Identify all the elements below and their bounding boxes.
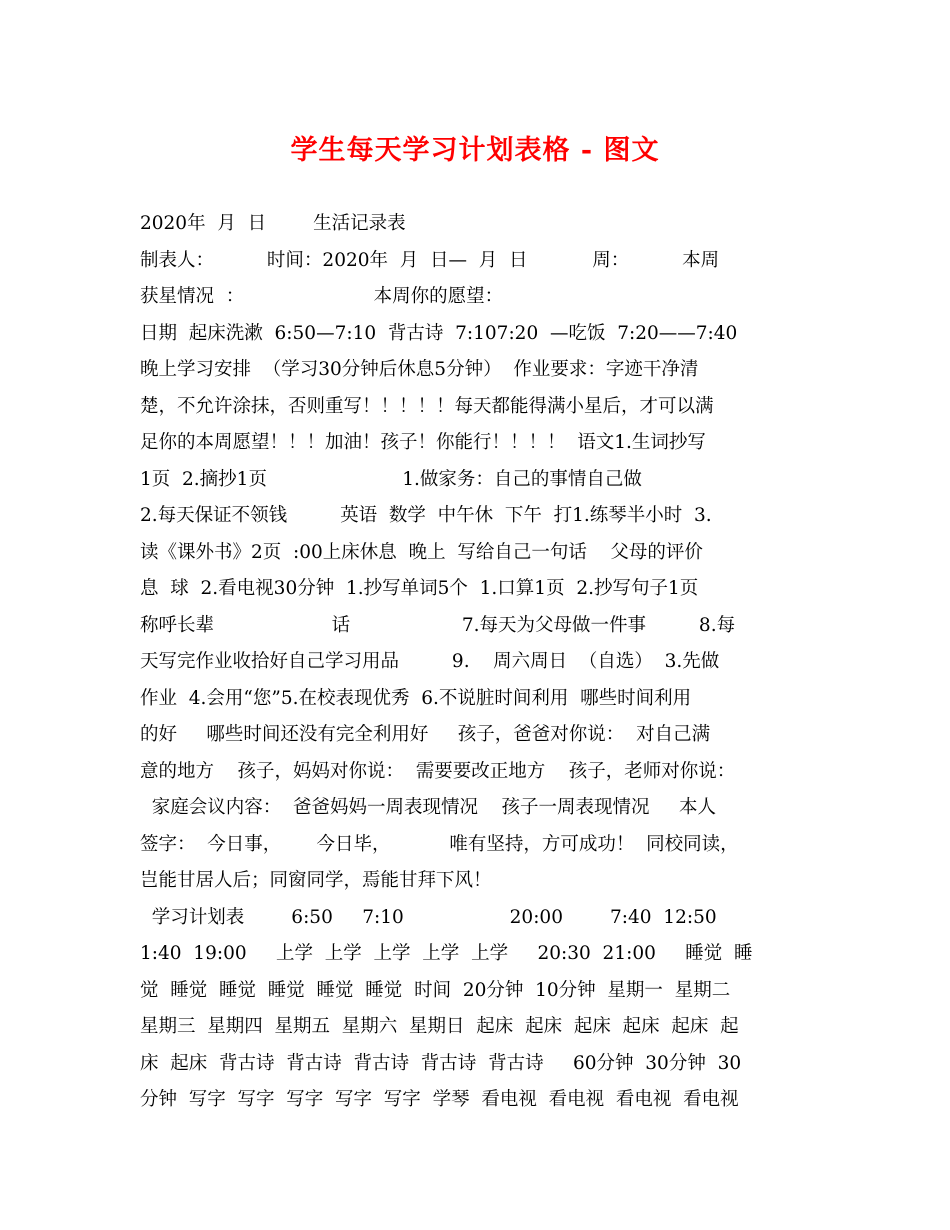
body-line-17: 家庭会议内容： 爸爸妈妈一周表现情况 孩子一周表现情况 本人 [140, 797, 716, 818]
body-line-4: 日期 起床洗漱 6:50—7:10 背古诗 7:107:20 —吃饭 7:20——7:40 [140, 322, 738, 344]
body-line-18: 签字： 今日事， 今日毕， 唯有坚持，方可成功！ 同校同读， [140, 833, 739, 855]
body-line-19: 岂能甘居人后；同窗同学，焉能甘拜下风！ [140, 870, 492, 891]
body-line-16: 意的地方 孩子，妈妈对你说： 需要要改正地方 孩子，老师对你说： [140, 760, 736, 782]
body-line-3: 获星情况 ： 本周你的愿望： [140, 286, 504, 307]
body-line-12: 称呼长辈 话 7.每天为父母做一件事 8.每 [140, 614, 736, 636]
body-line-25: 分钟 写字 写字 写字 写字 写字 学琴 看电视 看电视 看电视 看电视 [140, 1089, 739, 1110]
body-line-9: 2.每天保证不领钱 英语 数学 中午休 下午 打1.练琴半小时 3. [140, 505, 712, 526]
page-title: 学生每天学习计划表格 - 图文 [290, 135, 660, 166]
body-line-7: 足你的本周愿望！！！加油！孩子！你能行！！！！ 语文1.生词抄写 [140, 432, 706, 453]
body-line-10: 读《课外书》2页 :00上床休息 晚上 写给自己一句话 父母的评价 [140, 541, 703, 563]
body-line-22: 觉 睡觉 睡觉 睡觉 睡觉 睡觉 时间 20分钟 10分钟 星期一 星期二 [140, 979, 731, 1001]
body-line-21: 1:40 19:00 上学 上学 上学 上学 上学 20:30 21:00 睡觉 睡 [140, 943, 753, 964]
body-line-13: 天写完作业收拾好自己学习用品 9. 周六周日 （自选） 3.先做 [140, 651, 720, 672]
body-line-24: 床 起床 背古诗 背古诗 背古诗 背古诗 背古诗 60分钟 30分钟 30 [140, 1052, 742, 1074]
document-body [140, 206, 830, 1119]
body-line-1: 2020年 月 日 生活记录表 [140, 213, 406, 234]
body-line-20: 学习计划表 6:50 7:10 20:00 7:40 12:50 [140, 906, 717, 928]
body-line-14: 作业 4.会用“您”5.在校表现优秀 6.不说脏时间利用 哪些时间利用 [140, 687, 692, 709]
body-line-6: 楚，不允许涂抹，否则重写！！！！！每天都能得满小星后，才可以满 [140, 395, 714, 417]
body-line-11: 息 球 2.看电视30分钟 1.抄写单词5个 1.口算1页 2.抄写句子1页 [140, 578, 699, 599]
body-line-15: 的好 哪些时间还没有完全利用好 孩子，爸爸对你说： 对自己满 [140, 724, 711, 745]
body-line-23: 星期三 星期四 星期五 星期六 星期日 起床 起床 起床 起床 起床 起 [140, 1016, 739, 1037]
body-line-5: 晚上学习安排 （学习30分钟后休息5分钟） 作业要求：字迹干净清 [140, 359, 699, 380]
body-line-8: 1页 2.摘抄1页 1.做家务：自己的事情自己做 [140, 468, 642, 490]
body-line-2: 制表人： 时间：2020年 月 日— 月 日 周： 本周 [140, 249, 720, 271]
